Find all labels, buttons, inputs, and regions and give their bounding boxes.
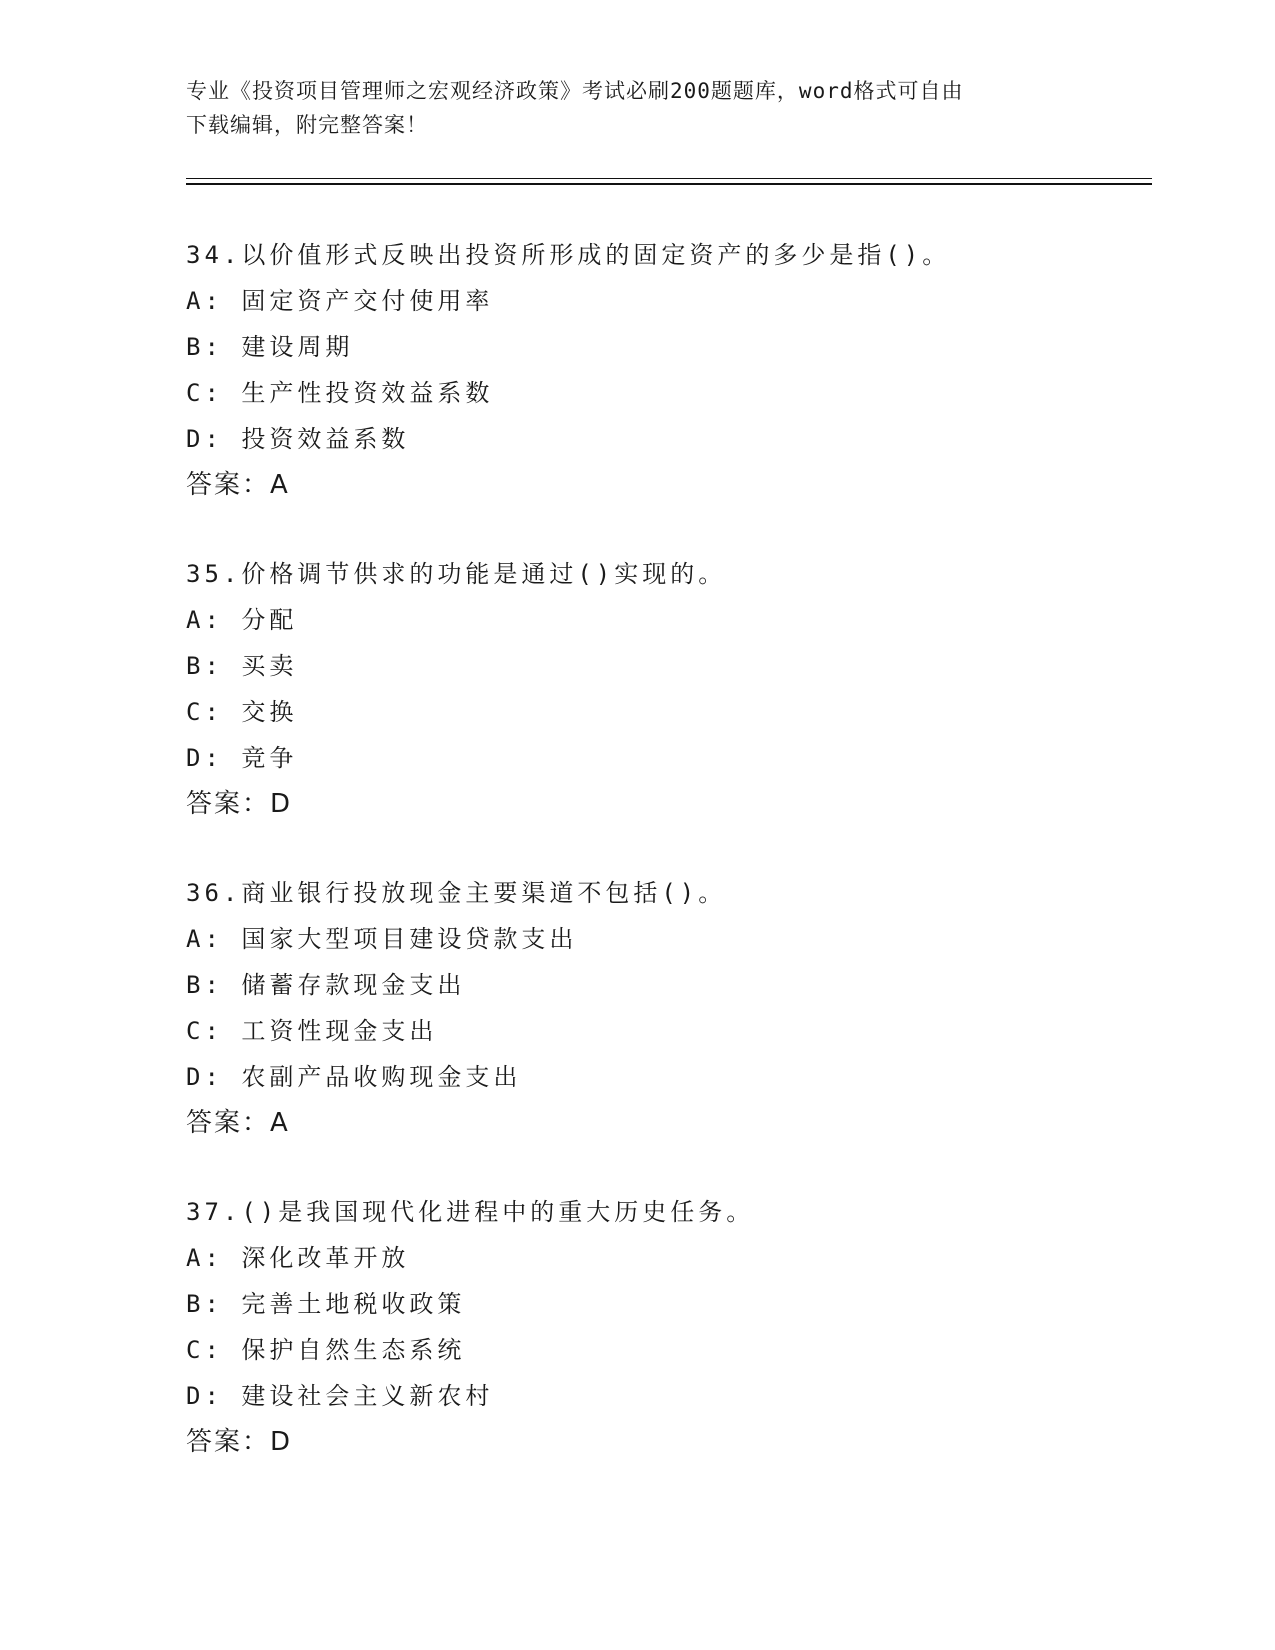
option-d: D: 竞争	[186, 744, 298, 772]
answer-label: 答案：	[186, 1427, 271, 1457]
option-a: A: 固定资产交付使用率	[186, 287, 494, 315]
option-d: D: 农副产品收购现金支出	[186, 1063, 522, 1091]
header-line-2: 下载编辑，附完整答案！	[186, 113, 428, 137]
header-divider-top	[186, 178, 1152, 179]
question-35	[186, 551, 1146, 827]
option-c: C: 生产性投资效益系数	[186, 379, 494, 407]
question-stem: 34.以价值形式反映出投资所形成的固定资产的多少是指()。	[186, 241, 951, 269]
option-d: D: 投资效益系数	[186, 425, 410, 453]
option-c: C: 保护自然生态系统	[186, 1336, 466, 1364]
answer-value: A	[270, 1108, 289, 1138]
answer-label: 答案：	[186, 789, 271, 819]
answer-value: A	[270, 470, 289, 500]
option-b: B: 建设周期	[186, 333, 354, 361]
question-36	[186, 870, 1146, 1146]
answer-value: D	[270, 1427, 292, 1457]
option-d: D: 建设社会主义新农村	[186, 1382, 494, 1410]
question-stem: 37.()是我国现代化进程中的重大历史任务。	[186, 1198, 755, 1226]
question-stem: 35.价格调节供求的功能是通过()实现的。	[186, 560, 727, 588]
question-34	[186, 232, 1146, 508]
answer-label: 答案：	[186, 470, 271, 500]
option-b: B: 完善土地税收政策	[186, 1290, 466, 1318]
option-c: C: 工资性现金支出	[186, 1017, 438, 1045]
answer-label: 答案：	[186, 1108, 271, 1138]
header-line-1: 专业《投资项目管理师之宏观经济政策》考试必刷200题题库，word格式可自由	[186, 79, 964, 103]
answer-row	[186, 1419, 1146, 1465]
option-a: A: 深化改革开放	[186, 1244, 410, 1272]
option-a: A: 分配	[186, 606, 298, 634]
question-stem: 36.商业银行投放现金主要渠道不包括()。	[186, 879, 727, 907]
option-b: B: 买卖	[186, 652, 298, 680]
answer-row	[186, 462, 1146, 508]
answer-row	[186, 781, 1146, 827]
document-header	[186, 74, 1086, 142]
option-c: C: 交换	[186, 698, 298, 726]
answer-value: D	[270, 789, 292, 819]
option-b: B: 储蓄存款现金支出	[186, 971, 466, 999]
question-37	[186, 1189, 1146, 1465]
header-divider-bottom	[186, 183, 1152, 185]
option-a: A: 国家大型项目建设贷款支出	[186, 925, 578, 953]
answer-row	[186, 1100, 1146, 1146]
